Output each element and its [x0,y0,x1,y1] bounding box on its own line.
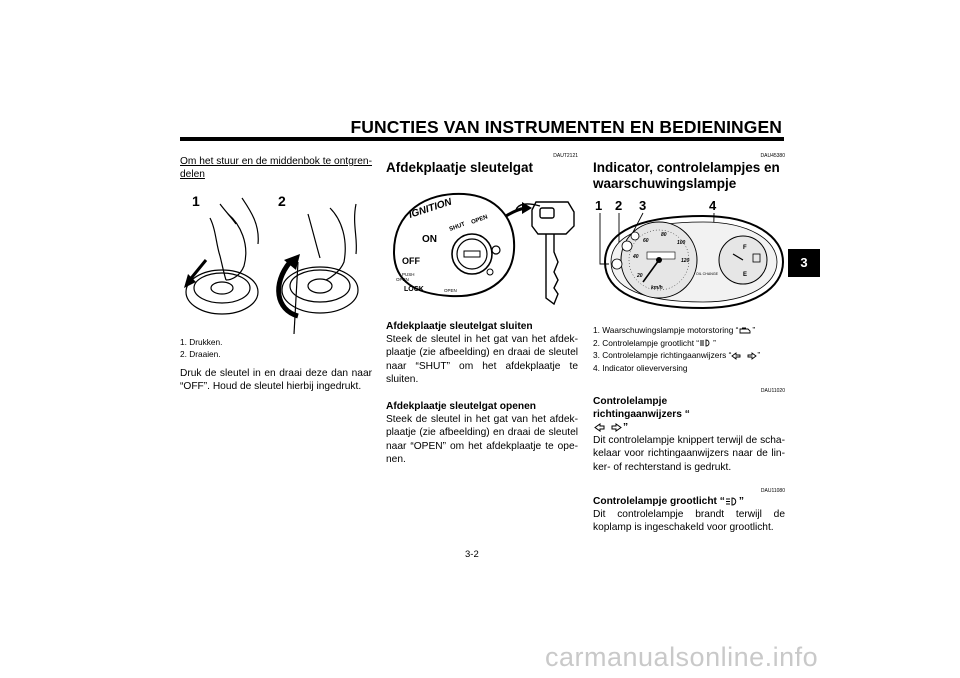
speed-tick: 60 [643,238,649,244]
turn-signal-body: Dit controlelampje knippert terwijl de scha- kelaar voor richtingaanwijzers naar de lin- ker- of rechterstand is gedrukt. [593,435,785,473]
fuel-full-label: F [743,245,747,251]
fig1-label-2: 2 [278,192,286,209]
high-beam-lamp [622,241,632,251]
section-code: DAU11080 [760,487,785,494]
speed-tick: 120 [681,258,690,264]
engine-warning-icon [738,327,752,335]
turn-signal-lamp [631,232,639,240]
keyhole-heading: Afdekplaatje sleutelgat [386,160,534,175]
instrument-cluster [605,216,783,308]
section-code: DAUT2121 [553,153,578,159]
on-label: ON [422,234,437,245]
high-beam-icon [699,339,713,347]
indicator-legend [593,324,785,374]
unlock-figure [180,184,372,334]
fig-label-3: 3 [639,198,647,213]
legend-item-3: 3. Controlelampje richtingaanwijzers “ ” [593,350,761,360]
instrument-figure [593,196,785,316]
speed-tick: 80 [661,232,667,238]
section-code: DAU45380 [760,153,785,159]
chapter-tab: 3 [788,249,820,277]
off-label: OFF [402,256,420,266]
shut-label: SHUT [448,221,467,233]
oil-change-label: OIL CHANGE [696,272,719,276]
legend-item-4: 4. Indicator olieverversing [593,362,688,373]
push-label: PUSH [402,272,415,277]
fig1-label-1: 1 [192,192,200,209]
column-2 [386,153,578,466]
fuel-empty-label: E [743,272,748,278]
open-body: Steek de sleutel in het gat van het afdek- plaatje (zie afbeelding) en draai de sleutel naar “OPEN” om het afdekplaatje te ope- nen. [386,414,578,466]
open2-label: OPEN [396,277,409,282]
turn-signal-icon [593,423,623,432]
key-illustration [516,202,574,304]
indicator-heading: Indicator, controlelampjes en waarschuwingslampje [593,160,780,191]
open-label: OPEN [470,214,489,226]
fig-label-4: 4 [709,198,717,213]
turn-signal-icon [731,352,757,360]
column-1 [180,155,372,393]
section-code: DAU11020 [760,388,785,394]
page-title: FUNCTIES VAN INSTRUMENTEN EN BEDIENINGEN [350,117,782,137]
column-3 [593,153,785,534]
fig-label-1: 1 [595,198,603,213]
close-subheading: Afdekplaatje sleutelgat sluiten [386,321,533,332]
keyhole-figure [386,182,578,310]
high-beam-body: Dit controlelampje brandt terwijl de koplamp is ingeschakeld voor grootlicht. [593,508,785,534]
speed-tick: 100 [677,240,686,246]
lock-label: LOCK [404,286,424,293]
legend-item-2: 2. Controlelampje grootlicht “ ” [593,337,716,348]
unlock-heading: Om het stuur en de middenbok te ontgren- delen [180,156,372,181]
legend-item-1: 1. Drukken. [180,336,223,347]
ignition-label: IGNITION [407,196,454,221]
open-subheading: Afdekplaatje sleutelgat openen [386,401,537,413]
high-beam-subheading: Controlelampje grootlicht “ ” [593,495,744,507]
open3-label: OPEN [444,288,457,293]
speed-tick: 40 [633,254,639,260]
speed-tick: 20 [637,273,643,279]
title-rule [180,137,784,141]
page-number: 3-2 [465,549,479,560]
unlock-body: Druk de sleutel in en draai deze dan naar “OFF”. Houd de sleutel hierbij ingedrukt. [180,367,372,392]
ignition-panel [394,194,514,296]
watermark: carmanualsonline.info [545,642,819,672]
high-beam-icon [725,497,739,506]
lock-push-illustration [186,198,258,314]
turn-signal-subheading: Controlelampje richtingaanwijzers “” [593,396,690,433]
close-body: Steek de sleutel in het gat van het afdek- plaatje (zie afbeelding) en draai de sleutel naar “SHUT” om het afdekplaatje te sluiten. [386,334,578,385]
legend-item-2: 2. Draaien. [180,349,221,360]
unlock-legend [180,336,372,361]
speed-unit: km/h [651,285,663,291]
fig-label-2: 2 [615,198,623,213]
engine-warning-lamp [612,259,622,269]
legend-item-1: 1. Waarschuwingslampje motorstoring “ ” [593,325,756,335]
